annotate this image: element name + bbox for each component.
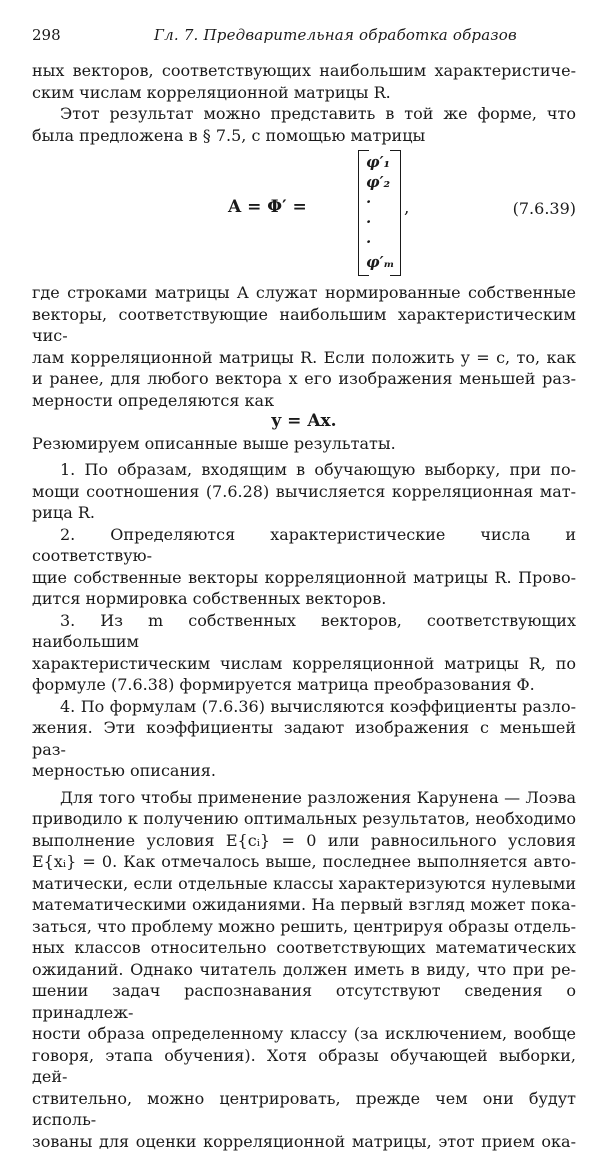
step-4-line: 4. По формулам (7.6.36) вычисляются коэффициенты разло-: [32, 696, 576, 718]
step-2-line: щие собственные векторы корреляционной матрицы R. Прово-: [32, 567, 576, 589]
page-header: [32, 26, 572, 48]
text-line: ским числам корреляционной матрицы R.: [32, 82, 576, 104]
page-body: [32, 60, 576, 1152]
final-line: ности образа определенному классу (за исключением, вообще: [32, 1023, 576, 1045]
text-line: лам корреляционной матрицы R. Если положить y = c, то, как: [32, 347, 576, 369]
text-line: ных векторов, соответствующих наибольшим характеристиче-: [32, 60, 576, 82]
text-line: была предложена в § 7.5, с помощью матрицы: [32, 125, 576, 147]
running-title: Гл. 7. Предварительная обработка образов: [154, 26, 517, 44]
step-2-line: 2. Определяются характеристические числа и соответствую-: [32, 524, 576, 567]
matrix-row: φ′ₘ: [366, 252, 394, 272]
matrix-row: φ′₁: [366, 152, 394, 172]
final-line: приводило к получению оптимальных результатов, необходимо: [32, 808, 576, 830]
formula-lhs: A = Φ′ =: [228, 197, 307, 219]
matrix-row: ·: [366, 212, 394, 232]
step-4-line: мерностью описания.: [32, 760, 576, 782]
final-line: ствительно, можно центрировать, прежде чем они будут исполь-: [32, 1088, 576, 1131]
final-line: ных классов относительно соответствующих математических: [32, 937, 576, 959]
step-1-line: 1. По образам, входящим в обучающую выборку, при по-: [32, 459, 576, 481]
final-line: говоря, этапа обучения). Хотя образы обучающей выборки, дей-: [32, 1045, 576, 1088]
final-line: матически, если отдельные классы характеризуются нулевыми: [32, 873, 576, 895]
summary-intro: Резюмируем описанные выше результаты.: [32, 433, 576, 455]
step-4-line: жения. Эти коэффициенты задают изображения с меньшей раз-: [32, 717, 576, 760]
step-1-line: мощи соотношения (7.6.28) вычисляется корреляционная мат-: [32, 481, 576, 503]
final-line: выполнение условия E{cᵢ} = 0 или равносильного условия: [32, 830, 576, 852]
step-1-line: рица R.: [32, 502, 576, 524]
matrix-row: ·: [366, 192, 394, 212]
right-bracket: [390, 150, 401, 276]
equation-number: (7.6.39): [513, 198, 576, 220]
step-2-line: дится нормировка собственных векторов.: [32, 588, 576, 610]
final-line: заться, что проблему можно решить, центрируя образы отдель-: [32, 916, 576, 938]
step-3-line: формуле (7.6.38) формируется матрица преобразования Φ.: [32, 674, 576, 696]
matrix-formula: [32, 148, 576, 276]
final-line: зованы для оценки корреляционной матрицы, этот прием ока-: [32, 1131, 576, 1152]
formula-comma: ,: [404, 198, 409, 220]
text-line: и ранее, для любого вектора x его изображения меньшей раз-: [32, 368, 576, 390]
final-line: Для того чтобы применение разложения Карунена — Лоэва: [32, 787, 576, 809]
final-line: шении задач распознавания отсутствуют сведения о принадлеж-: [32, 980, 576, 1023]
final-line: ожиданий. Однако читатель должен иметь в виду, что при ре-: [32, 959, 576, 981]
equation-y-ax: y = Ax.: [32, 411, 576, 433]
text-line: Этот результат можно представить в той же форме, что: [32, 103, 576, 125]
page-number: 298: [32, 26, 61, 44]
text-line: где строками матрицы A служат нормированные собственные: [32, 282, 576, 304]
step-3-line: 3. Из m собственных векторов, соответствующих наибольшим: [32, 610, 576, 653]
text-line: мерности определяются как: [32, 390, 576, 412]
final-line: математическими ожиданиями. На первый взгляд может пока-: [32, 894, 576, 916]
text-line: векторы, соответствующие наибольшим характеристическим чис-: [32, 304, 576, 347]
matrix-row: ·: [366, 232, 394, 252]
matrix-row: φ′₂: [366, 172, 394, 192]
step-3-line: характеристическим числам корреляционной матрицы R, по: [32, 653, 576, 675]
final-line: E{xᵢ} = 0. Как отмечалось выше, последнее выполняется авто-: [32, 851, 576, 873]
